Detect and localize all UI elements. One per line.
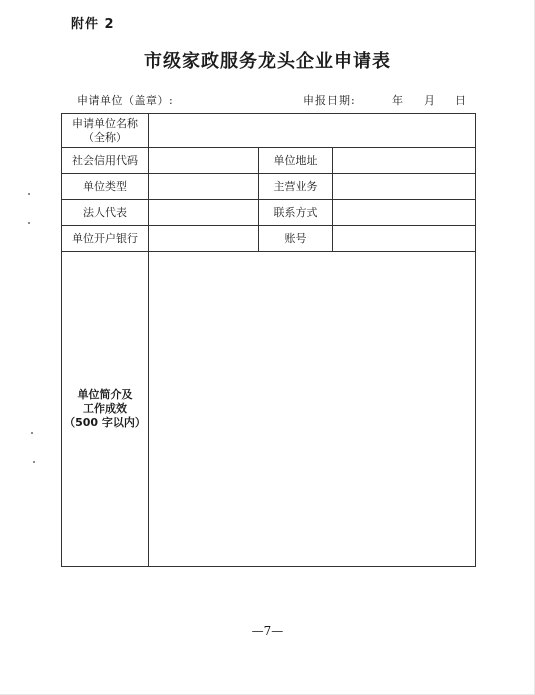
document-title: 市级家政服务龙头企业申请表 bbox=[144, 51, 391, 72]
account-field[interactable] bbox=[333, 226, 476, 252]
intro-label-line2: 工作成效 bbox=[83, 402, 127, 415]
main-business-label: 主营业务 bbox=[259, 174, 333, 200]
main-business-field[interactable] bbox=[333, 174, 476, 200]
company-name-label bbox=[62, 114, 149, 148]
application-form-table bbox=[61, 113, 476, 567]
company-name-label-line1: 申请单位名称 bbox=[72, 116, 138, 130]
scan-speck bbox=[28, 193, 30, 195]
bank-label: 单位开户银行 bbox=[62, 226, 149, 252]
page-number: —7— bbox=[251, 624, 284, 638]
form-row-company-name bbox=[62, 114, 476, 148]
date-year-label: 年 bbox=[392, 94, 403, 107]
form-row-intro bbox=[62, 252, 476, 567]
intro-field[interactable] bbox=[149, 252, 476, 567]
unit-type-label: 单位类型 bbox=[62, 174, 149, 200]
company-name-label-line2: （全称） bbox=[83, 130, 127, 144]
legal-rep-field[interactable] bbox=[149, 200, 259, 226]
attachment-label: 附件 2 bbox=[71, 17, 115, 32]
intro-label-line3: （500 字以内） bbox=[64, 416, 146, 429]
scan-speck bbox=[33, 461, 35, 463]
legal-rep-label: 法人代表 bbox=[62, 200, 149, 226]
credit-code-field[interactable] bbox=[149, 148, 259, 174]
date-day-label: 日 bbox=[455, 94, 466, 107]
scan-speck bbox=[28, 222, 30, 224]
applicant-unit-label: 申请单位（盖章）: bbox=[77, 94, 174, 107]
intro-label-line1: 单位简介及 bbox=[77, 388, 133, 401]
scan-speck bbox=[31, 432, 33, 434]
contact-field[interactable] bbox=[333, 200, 476, 226]
form-row-unit-type bbox=[62, 174, 476, 200]
date-month-label: 月 bbox=[424, 94, 435, 107]
credit-code-label: 社会信用代码 bbox=[62, 148, 149, 174]
unit-type-field[interactable] bbox=[149, 174, 259, 200]
account-label: 账号 bbox=[259, 226, 333, 252]
intro-label bbox=[62, 252, 149, 567]
report-date-label: 申报日期: bbox=[303, 94, 356, 107]
contact-label: 联系方式 bbox=[259, 200, 333, 226]
form-row-legal-rep bbox=[62, 200, 476, 226]
company-name-field[interactable] bbox=[149, 114, 476, 148]
form-row-bank bbox=[62, 226, 476, 252]
address-label: 单位地址 bbox=[259, 148, 333, 174]
form-row-credit-code bbox=[62, 148, 476, 174]
bank-field[interactable] bbox=[149, 226, 259, 252]
address-field[interactable] bbox=[333, 148, 476, 174]
